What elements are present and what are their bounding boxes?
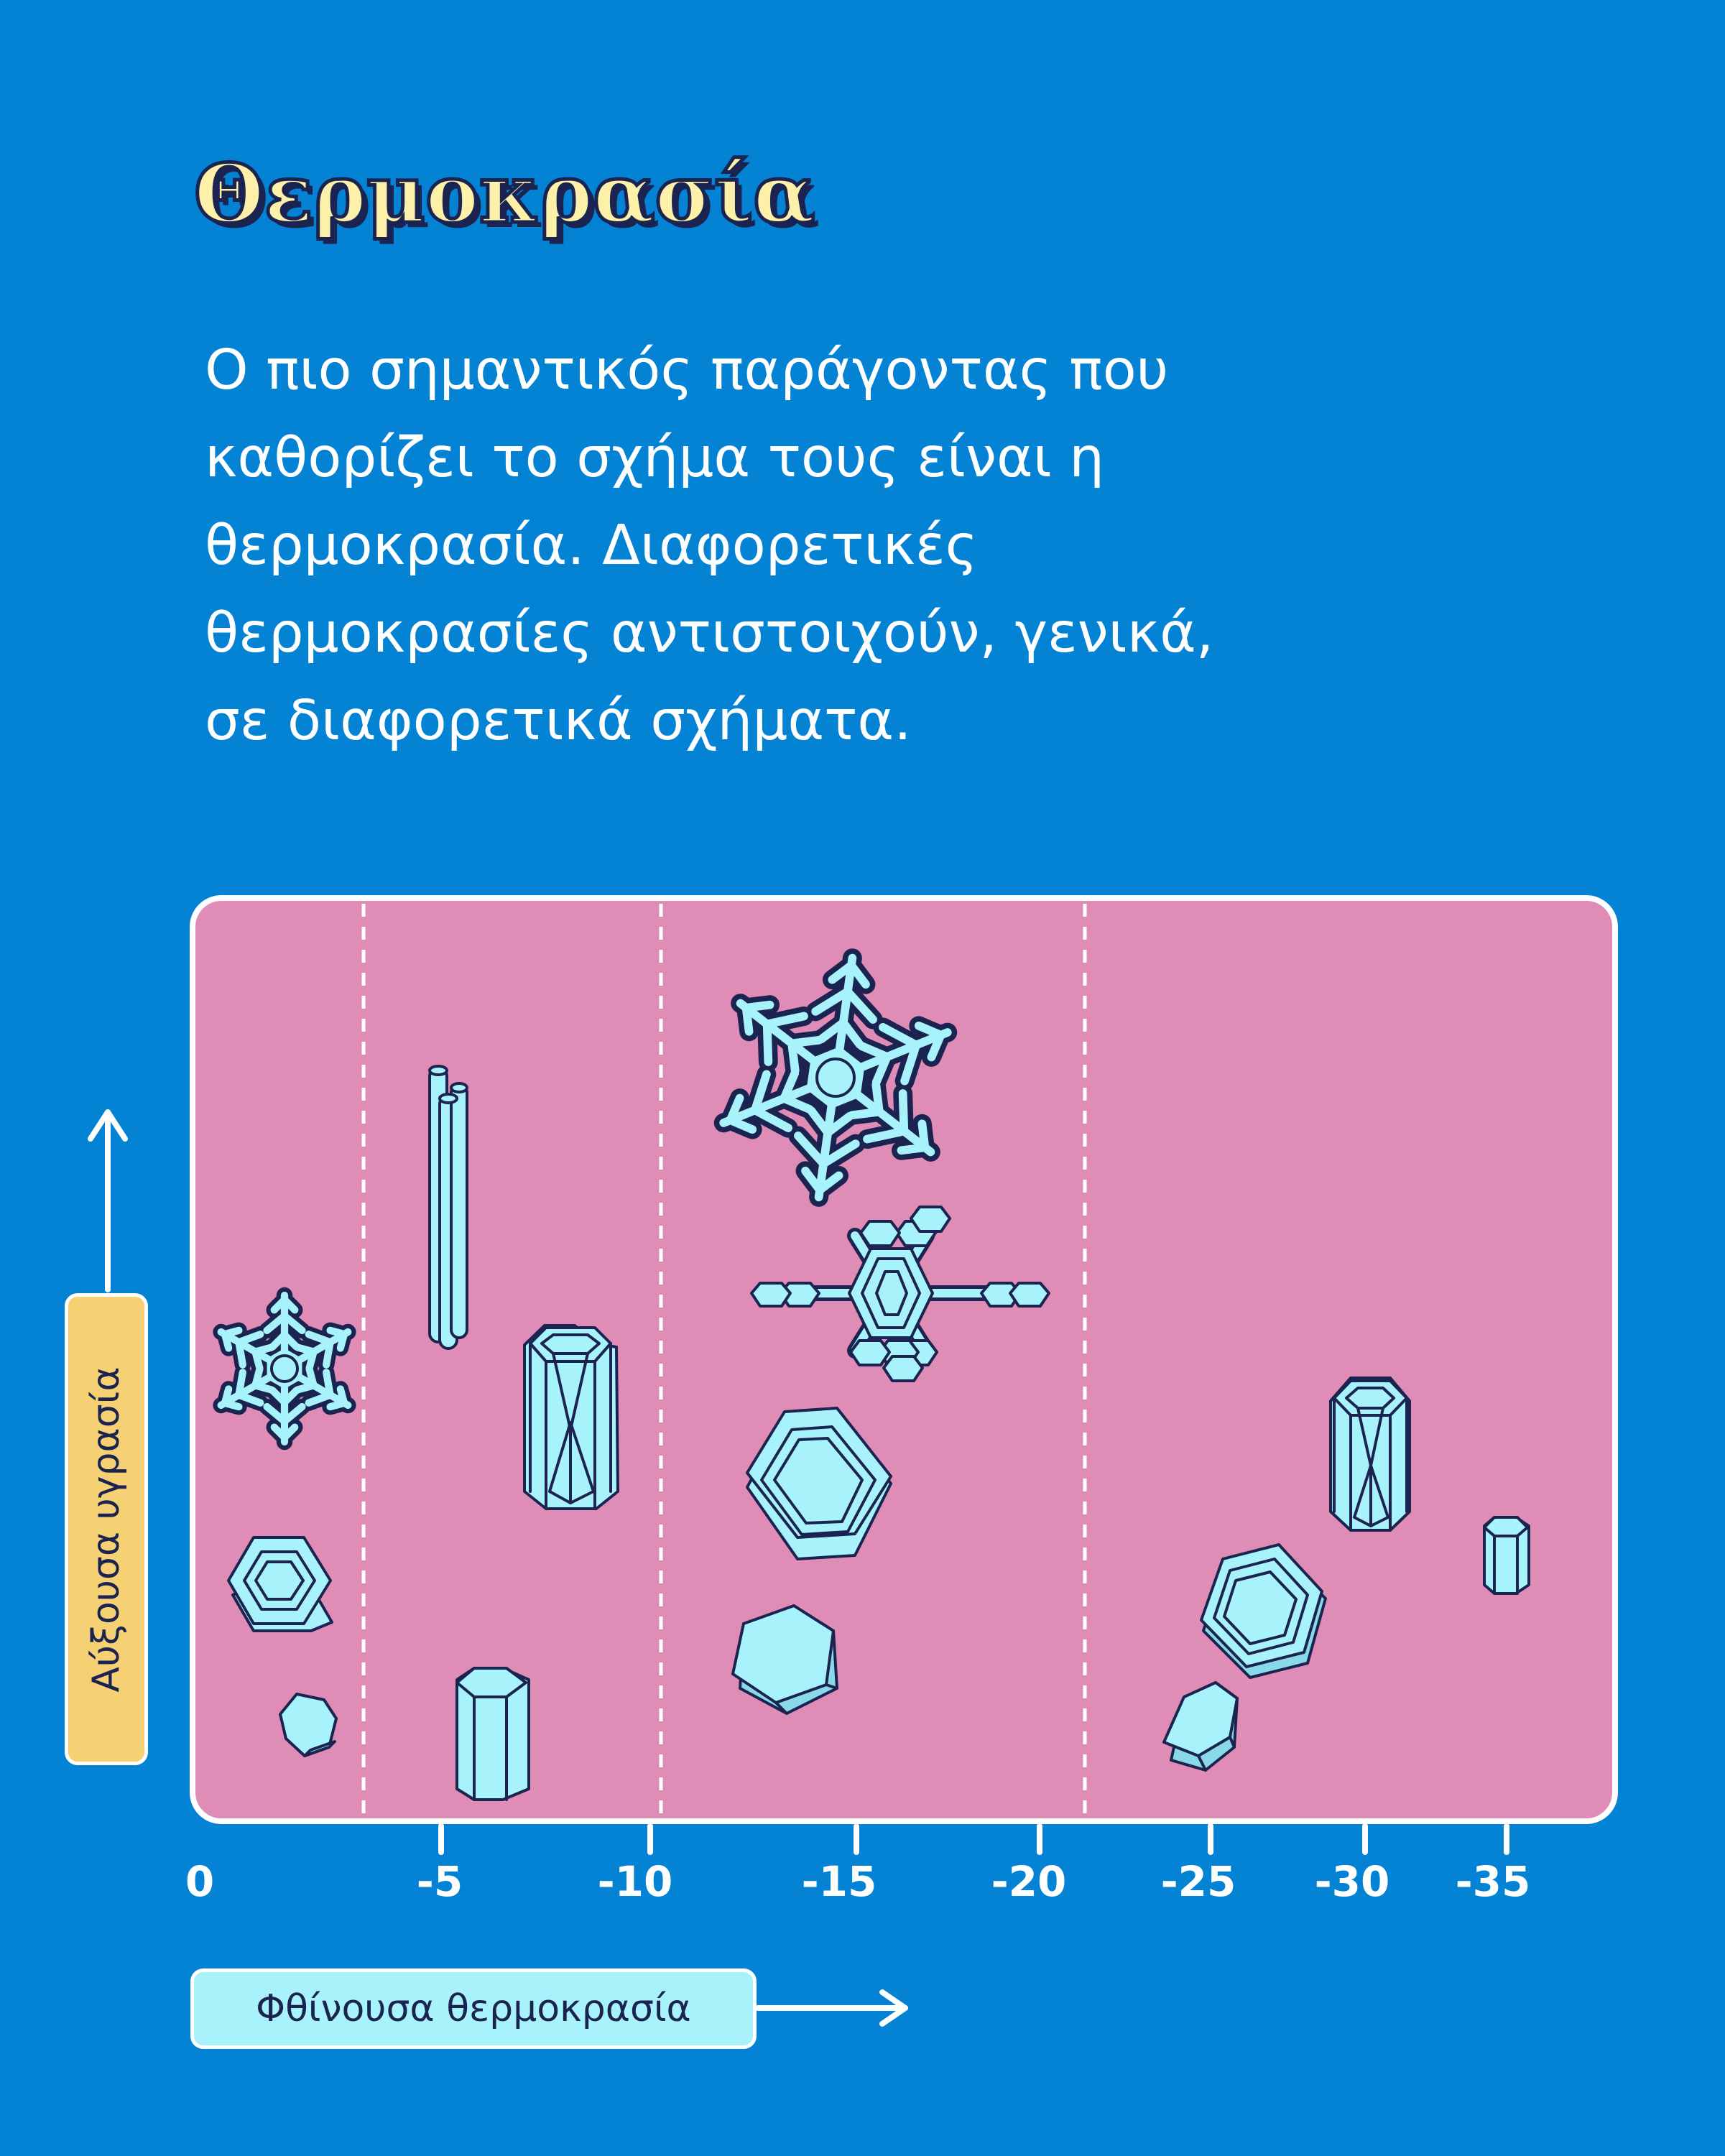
- intro-line: Ο πιο σημαντικός παράγοντας που: [205, 338, 1169, 402]
- intro-line: σε διαφορετικά σχήματα.: [205, 689, 912, 753]
- x-tick-label: 0: [185, 1857, 215, 1906]
- x-tick-label: -30: [1314, 1857, 1390, 1906]
- x-tick-label: -15: [801, 1857, 877, 1906]
- intro-line: θερμοκρασία. Διαφορετικές: [205, 514, 978, 578]
- needle-crystals-icon: [430, 1066, 467, 1348]
- x-axis-ticks: [441, 1826, 1507, 1852]
- intro-line: θερμοκρασίες αντιστοιχούν, γενικά,: [205, 601, 1214, 665]
- y-axis-label-box: [65, 1293, 148, 1765]
- hex-column-icon: [1484, 1517, 1529, 1593]
- x-tick-label: -35: [1455, 1857, 1531, 1906]
- x-tick-label: -5: [416, 1857, 463, 1906]
- humidity-arrow: [91, 1112, 125, 1290]
- y-axis-label: Αύξουσα υγρασία: [85, 1366, 128, 1693]
- temperature-arrow: [758, 1992, 905, 2024]
- page-title: Θερμοκρασία: [194, 147, 815, 241]
- x-axis-label: Φθίνουσα θερμοκρασία: [256, 1987, 691, 2030]
- hollow-column-icon: [1331, 1378, 1410, 1530]
- hollow-column-icon: [524, 1325, 618, 1509]
- x-tick-label: -20: [991, 1857, 1067, 1906]
- x-tick-label: -10: [597, 1857, 673, 1906]
- intro-line: καθορίζει το σχήμα τους είναι η: [205, 426, 1105, 490]
- hex-column-icon: [457, 1668, 529, 1800]
- x-axis-label-box: [190, 1968, 757, 2049]
- x-tick-label: -25: [1160, 1857, 1236, 1906]
